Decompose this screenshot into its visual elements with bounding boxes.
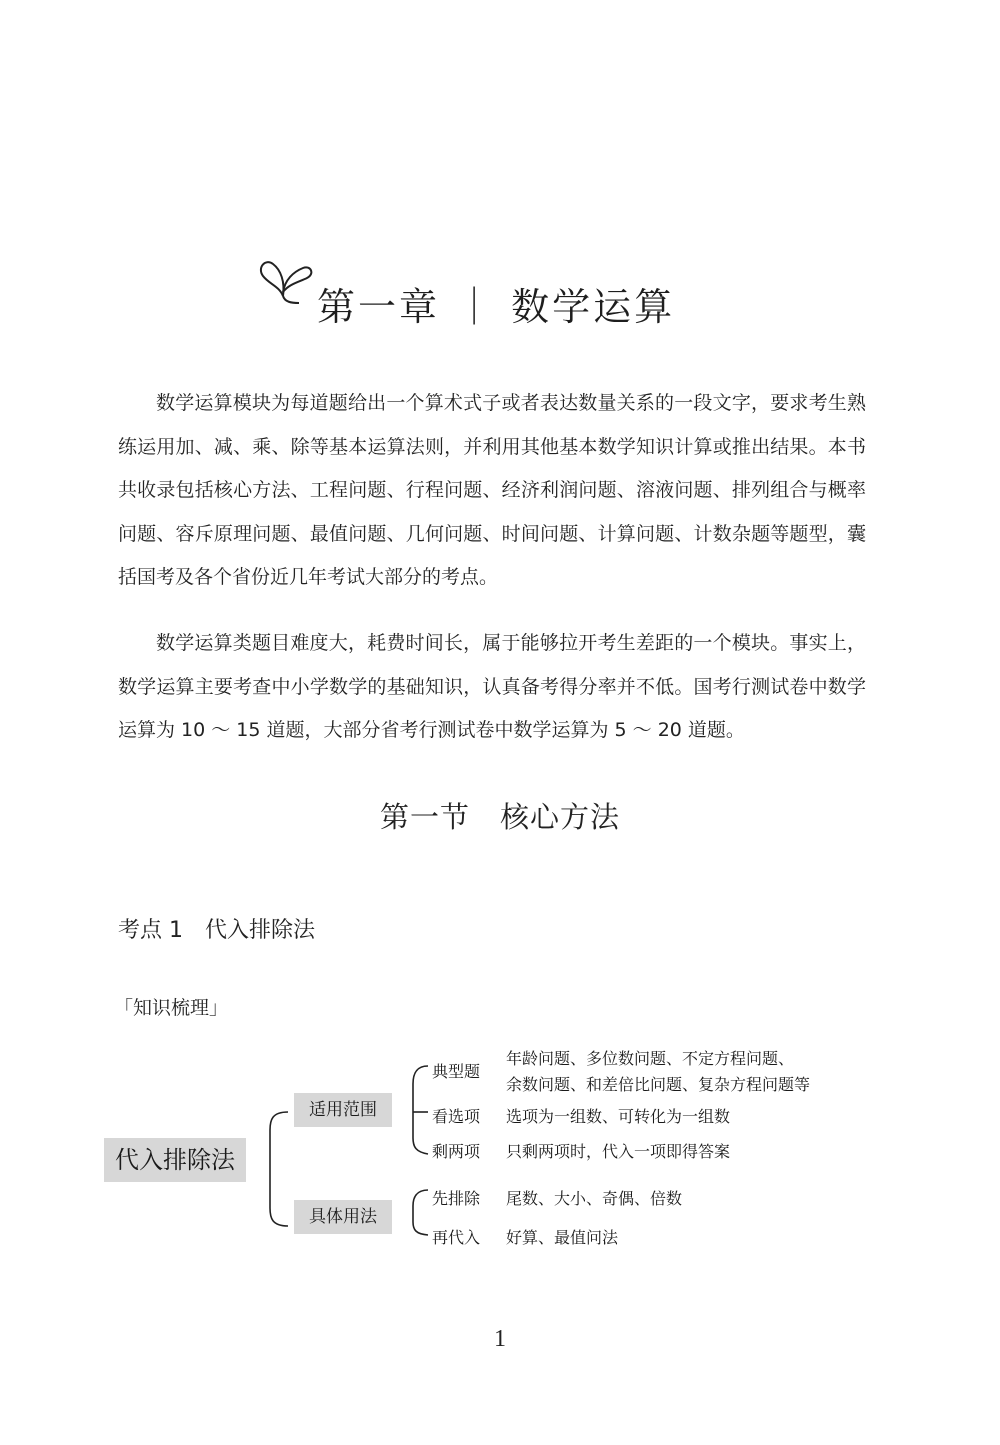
intro-paragraph-1: 数学运算模块为每道题给出一个算术式子或者表达数量关系的一段文字，要求考生熟练运用加、减、乘、除等基本运算法则，并利用其他基本数学知识计算或推出结果。本书共收录包括核心方法、工程问题、行程问题、经济利润问题、溶液问题、排列组合与概率问题、容斥原理问题、最值问题、几何问题、时间问题、计算问题、计数杂题等题型，囊括国考及各个省份近几年考试大部分的考点。: [118, 392, 866, 588]
page-number: 1: [494, 1326, 506, 1352]
leaf-typical-line2: 余数问题、和差倍比问题、复杂方程问题等: [506, 1075, 811, 1094]
branch-usage: 具体用法: [294, 1200, 392, 1234]
intro-paragraph-2: 数学运算类题目难度大，耗费时间长，属于能够拉开考生差距的一个模块。事实上，数学运算主要考查中小学数学的基础知识，认真备考得分率并不低。国考行测试卷中数学运算为 10 ～ 15 道题，大部分省考行测试卷中数学运算为 5 ～ 20 道题。: [118, 632, 866, 741]
leaf-exclude-label: 先排除: [432, 1189, 481, 1208]
leaf-options-label: 看选项: [432, 1107, 481, 1126]
section-title: 第一节 核心方法: [379, 800, 620, 834]
point-title: 考点 1 代入排除法: [118, 918, 315, 943]
leaf-typical-line1: 年龄问题、多位数问题、不定方程问题、: [506, 1049, 795, 1068]
chapter-title: 第一章 ｜ 数学运算: [317, 285, 676, 329]
chapter-heading: [255, 252, 735, 332]
leaf-remaining-text: 只剩两项时，代入一项即得答案: [506, 1142, 731, 1161]
mindmap-root: 代入排除法: [104, 1138, 246, 1182]
leaf-options-text: 选项为一组数、可转化为一组数: [506, 1107, 731, 1126]
leaf-exclude-text: 尾数、大小、奇偶、倍数: [506, 1189, 683, 1208]
leaf-substitute-label: 再代入: [432, 1228, 481, 1247]
leaf-substitute-text: 好算、最值问法: [506, 1228, 619, 1247]
branch-scope: 适用范围: [294, 1093, 392, 1127]
leaf-remaining-label: 剩两项: [432, 1142, 481, 1161]
leaf-typical-label: 典型题: [432, 1062, 481, 1081]
sprout-icon: [255, 252, 325, 312]
knowledge-label: 「知识梳理」: [114, 997, 229, 1019]
